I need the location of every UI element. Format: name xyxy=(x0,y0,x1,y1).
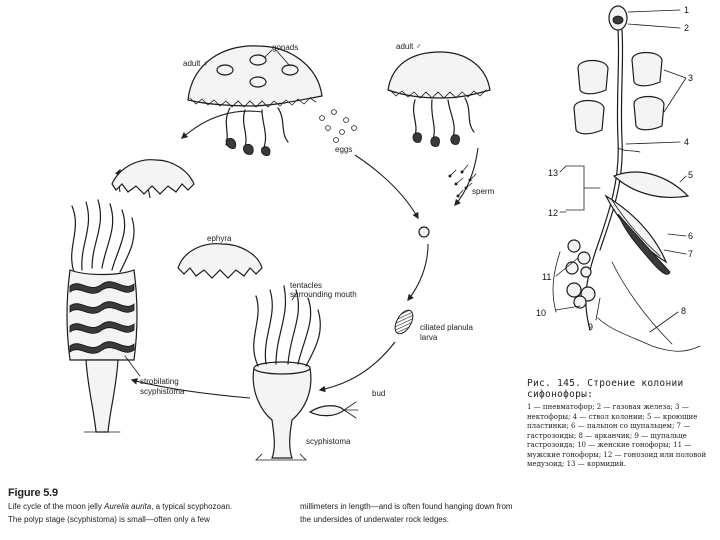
figure-caption-left xyxy=(8,486,298,526)
zygote xyxy=(419,227,429,237)
siphonophore-num-4: 4 xyxy=(684,137,690,147)
siphonophore-num-13: 13 xyxy=(548,168,559,178)
label-eggs: eggs xyxy=(335,145,353,154)
ephyra-upper xyxy=(112,160,194,194)
siphonophore-num-3: 3 xyxy=(688,73,694,83)
siphonophore-num-5: 5 xyxy=(688,170,694,180)
label-scyphistoma: scyphistoma xyxy=(306,437,351,446)
siphonophore-num-6: 6 xyxy=(688,231,694,241)
label-adult-female: adult ♀ xyxy=(183,59,209,68)
planula-larva xyxy=(391,307,473,342)
caption-line-4: the undersides of underwater rock ledges. xyxy=(300,515,449,524)
siphonophore-num-1: 1 xyxy=(684,5,690,15)
siphonophore-num-11: 11 xyxy=(542,272,552,282)
label-sperm: sperm xyxy=(472,187,495,196)
caption-line-2: The polyp stage (scyphistoma) is small—often only a few xyxy=(8,515,210,524)
strobilating-scyphistoma xyxy=(67,200,185,432)
siphonophore-num-2: 2 xyxy=(684,23,690,33)
caption-line-1: Life cycle of the moon jelly Aurelia aurita, a typical scyphozoan. xyxy=(8,502,233,511)
cycle-arrows xyxy=(119,111,479,398)
figure-caption-right xyxy=(300,486,522,526)
label-tentacles-2: surrounding mouth xyxy=(290,290,357,299)
siphonophore-num-12: 12 xyxy=(548,208,559,218)
label-adult-male: adult ♂ xyxy=(396,42,422,51)
adult-male-medusa xyxy=(388,42,490,146)
adult-female-medusa xyxy=(183,43,322,156)
siphonophore-num-10: 10 xyxy=(536,308,547,318)
caption-line-3: millimeters in length—and is often found hanging down from xyxy=(300,502,513,511)
ephyra-lower xyxy=(178,234,262,278)
eggs xyxy=(320,110,357,154)
siphonophore-num-7: 7 xyxy=(688,249,694,259)
label-gonads: gonads xyxy=(272,43,299,52)
label-strobilating-2: scyphistoma xyxy=(140,387,185,396)
label-strobilating-1: strobilating xyxy=(140,377,179,386)
siphonophore-caption xyxy=(527,378,717,470)
species-name: Aurelia aurita xyxy=(104,502,152,511)
figure-title: Figure 5.9 xyxy=(8,487,58,499)
label-ephyra: ephyra xyxy=(207,234,232,243)
siphonophore-colony xyxy=(536,5,700,351)
label-tentacles-1: tentacles xyxy=(290,281,323,290)
siphonophore-caption-body: 1 — пневматофор; 2 — газовая железа; 3 — нектофоры; 4 — ствол колонии; 5 — кроющие пластинки; 6 — пальпон со щупальцем; 7 — гастрозоиды; 8 — арканчик; 9 — щупальце гастрозоида; 10 — женские гонофоры; 11 — мужские гонофоры; 12 — гонозоид или половой медузоид; 13 — кормидий. xyxy=(527,403,707,468)
label-planula-1: ciliated planula xyxy=(420,323,473,332)
sperm xyxy=(449,165,495,198)
label-planula-2: larva xyxy=(420,333,438,342)
siphonophore-num-9: 9 xyxy=(588,322,594,332)
siphonophore-num-8: 8 xyxy=(681,306,687,316)
siphonophore-caption-title: Рис. 145. Строение колонии сифонофоры: xyxy=(527,378,684,400)
label-bud: bud xyxy=(372,389,386,398)
